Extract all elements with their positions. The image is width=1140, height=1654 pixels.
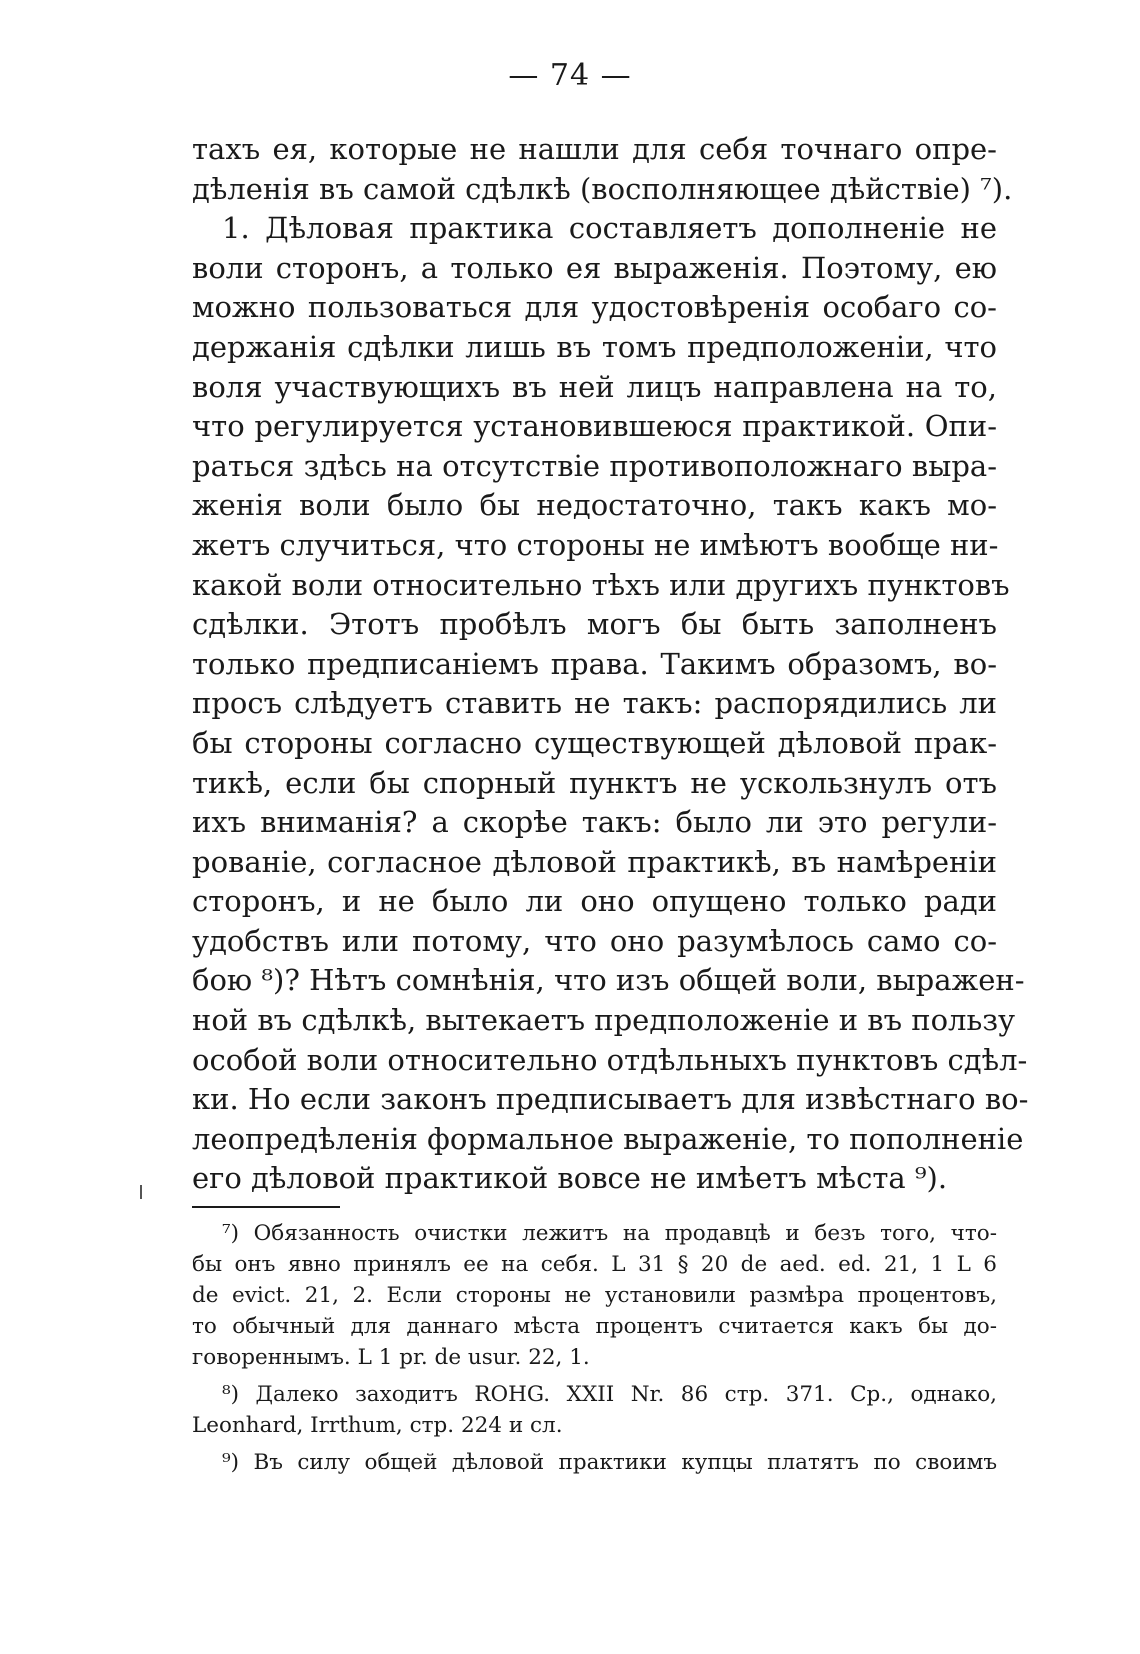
text-line: женія воли было бы недостаточно, такъ какъ мо- bbox=[192, 488, 997, 523]
text-line: просъ слѣдуетъ ставить не такъ: распорядились ли bbox=[192, 686, 997, 721]
text-line: какой воли относительно тѣхъ или другихъ пунктовъ bbox=[192, 567, 1010, 602]
page-number: — 74 — bbox=[508, 58, 632, 93]
body-text bbox=[192, 130, 1029, 1199]
footnote-line: de evict. 21, 2. Если стороны не установили размѣра процентовъ, bbox=[192, 1283, 997, 1308]
text-line: особой воли относительно отдѣльныхъ пунктовъ сдѣл- bbox=[192, 1042, 1028, 1077]
footnote-line: ⁷) Обязанность очистки лежитъ на продавцѣ и безъ того, что- bbox=[222, 1221, 997, 1246]
footnote-line: бы онъ явно принялъ ее на себя. L 31 § 20 de aed. ed. 21, 1 L 6 bbox=[192, 1252, 997, 1277]
footnote-line: то обычный для даннаго мѣста процентъ считается какъ бы до- bbox=[192, 1314, 997, 1339]
text-line: воля участвующихъ въ ней лицъ направлена на то, bbox=[192, 369, 997, 404]
text-line: леопредѣленія формальное выраженіе, то пополненіе bbox=[192, 1121, 1024, 1156]
text-line: бою ⁸)? Нѣтъ сомнѣнія, что изъ общей воли, выражен- bbox=[192, 963, 1025, 998]
text-line: тикѣ, если бы спорный пунктъ не ускользнулъ отъ bbox=[192, 765, 997, 800]
footnote-line: ⁸) Далеко заходитъ ROHG. XXII Nr. 86 стр. 371. Ср., однако, bbox=[222, 1382, 997, 1407]
footnote-line: Leonhard, Irrthum, стр. 224 и сл. bbox=[192, 1413, 563, 1438]
text-line: только предписаніемъ права. Такимъ образомъ, во- bbox=[192, 646, 997, 681]
footnote-7 bbox=[192, 1218, 997, 1373]
text-line: держанія сдѣлки лишь въ томъ предположеніи, что bbox=[192, 329, 997, 364]
footnotes bbox=[192, 1218, 997, 1478]
text-line: ки. Но если законъ предписываетъ для извѣстнаго во- bbox=[192, 1082, 1029, 1117]
footnote-8 bbox=[192, 1379, 997, 1441]
text-line: удобствъ или потому, что оно разумѣлось само со- bbox=[192, 923, 997, 958]
scan-mark bbox=[140, 1185, 142, 1199]
text-line: тахъ ея, которые не нашли для себя точнаго опре- bbox=[192, 132, 997, 166]
text-line: жетъ случиться, что стороны не имѣютъ вообще ни- bbox=[192, 527, 999, 562]
text-line: рованіе, согласное дѣловой практикѣ, въ намѣреніи bbox=[192, 844, 997, 879]
text-line: раться здѣсь на отсутствіе противоположнаго выра- bbox=[192, 448, 997, 483]
footnote-9 bbox=[192, 1447, 997, 1478]
text-line: бы стороны согласно существующей дѣловой прак- bbox=[192, 725, 997, 760]
footnote-divider bbox=[192, 1206, 340, 1208]
text-line: дѣленія въ самой сдѣлкѣ (восполняющее дѣйствіе) ⁷). bbox=[192, 171, 1013, 206]
text-line: его дѣловой практикой вовсе не имѣетъ мѣста ⁹). bbox=[192, 1161, 948, 1196]
text-line: 1. Дѣловая практика составляетъ дополненіе не bbox=[222, 211, 997, 246]
text-line: воли сторонъ, а только ея выраженія. Поэтому, ею bbox=[192, 250, 997, 285]
footnote-line: говореннымъ. L 1 pr. de usur. 22, 1. bbox=[192, 1345, 590, 1370]
text-line: сдѣлки. Этотъ пробѣлъ могъ бы быть заполненъ bbox=[192, 607, 997, 642]
text-line: ной въ сдѣлкѣ, вытекаетъ предположеніе и въ пользу bbox=[192, 1003, 1016, 1038]
text-line: ихъ вниманія? а скорѣе такъ: было ли это регули- bbox=[192, 805, 997, 840]
text-line: сторонъ, и не было ли оно опущено только ради bbox=[192, 884, 997, 919]
text-line: что регулируется установившеюся практикой. Опи- bbox=[192, 409, 997, 444]
footnote-line: ⁹) Въ силу общей дѣловой практики купцы платятъ по своимъ bbox=[222, 1450, 997, 1475]
text-line: можно пользоваться для удостовѣренія особаго со- bbox=[192, 290, 997, 325]
